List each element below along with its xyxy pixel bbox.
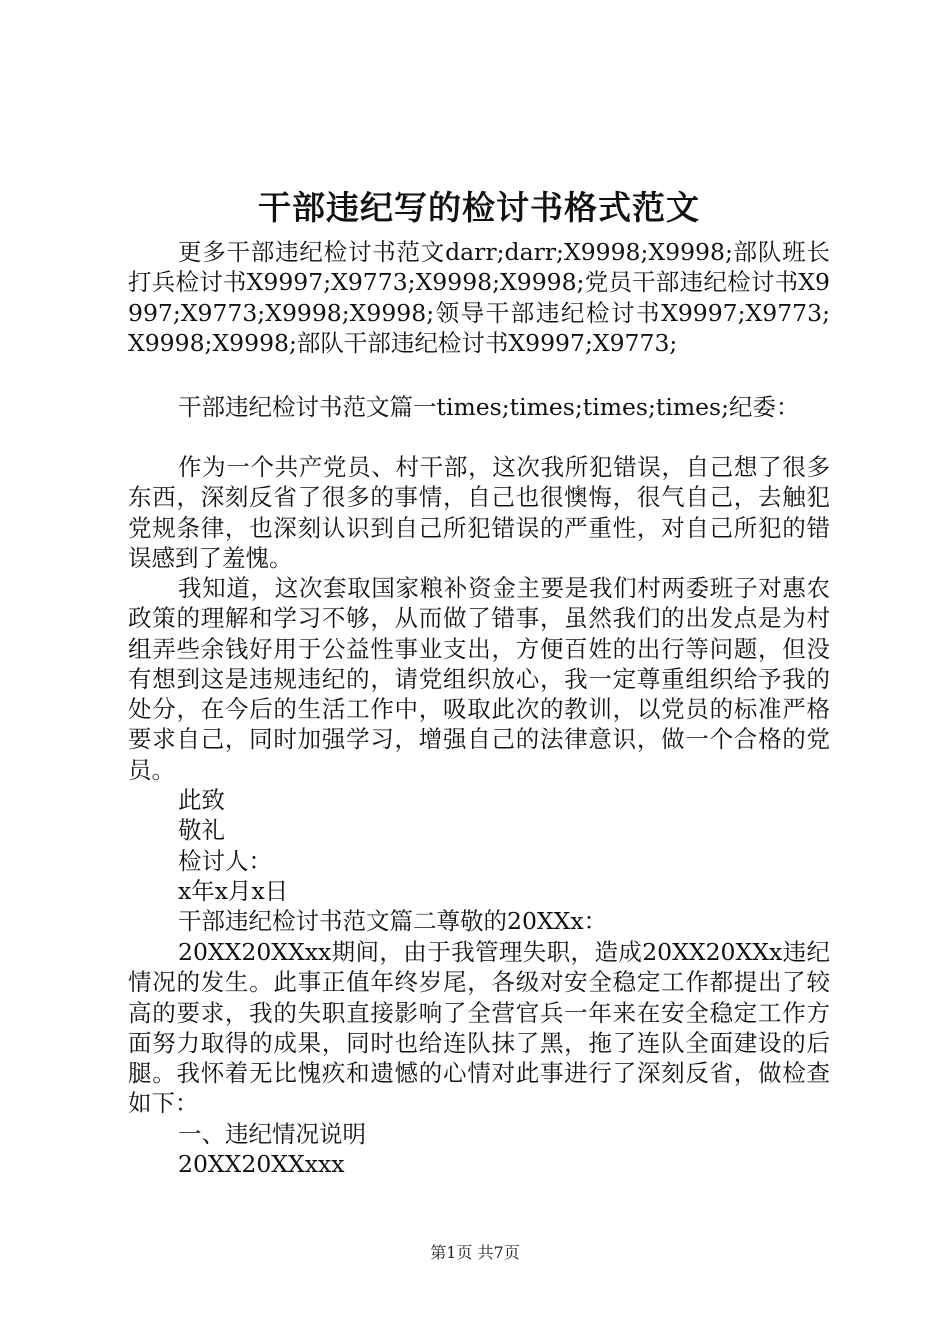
closing-greeting: 此致 — [178, 786, 225, 814]
section1-heading: 干部违纪检讨书范文篇一times;times;times;times;纪委： — [178, 393, 800, 421]
paragraph-3: 20XX20XXxx期间，由于我管理失职，造成20XX20XXx违纪情况的发生。此事正值年终岁尾，各级对安全稳定工作都提出了较高的要求，我的失职直接影响了全营官兵一年来在安全稳定工作方面努力取得的成果，同时也给连队抹了黑，拖了连队全面建设的后腿。我怀着无比愧疚和遗憾的心情对此事进行了深刻反省，做检查如下： — [128, 938, 830, 1118]
paragraph-2: 我知道，这次套取国家粮补资金主要是我们村两委班子对惠农政策的理解和学习不够，从而做了错事，虽然我们的出发点是为村组弄些余钱好用于公益性事业支出，方便百姓的出行等问题，但没有想到这是违规违纪的，请党组织放心，我一定尊重组织给予我的处分，在今后的生活工作中，吸取此次的教训，以党员的标准严格要求自己，同时加强学习，增强自己的法律意识，做一个合格的党员。 — [128, 574, 830, 784]
section2-heading: 干部违纪检讨书范文篇二尊敬的20XXx： — [178, 907, 608, 935]
intro-paragraph: 更多干部违纪检讨书范文darr;darr;X9998;X9998;部队班长打兵检讨书X9997;X9773;X9998;X9998;党员干部违纪检讨书X9997;X9773;X9998;X9998;领导干部违纪检讨书X9997;X9773;X9998;X9998;部队干部违纪检讨书X9997;X9773; — [128, 238, 830, 357]
subheading-1: 一、违纪情况说明 — [178, 1120, 366, 1148]
page-footer: 第1页 共7页 — [430, 1243, 520, 1262]
last-line: 20XX20XXxxx — [178, 1150, 345, 1178]
signature-date: x年x月x日 — [178, 877, 289, 905]
signer-label: 检讨人： — [178, 847, 272, 875]
paragraph-1: 作为一个共产党员、村干部，这次我所犯错误，自己想了很多东西，深刻反省了很多的事情，自己也很懊悔，很气自己，去触犯党规条律，也深刻认识到自己所犯错误的严重性，对自己所犯的错误感到了羞愧。 — [128, 453, 830, 572]
closing-salute: 敬礼 — [178, 816, 225, 844]
document-title: 干部违纪写的检讨书格式范文 — [258, 188, 700, 227]
document-page — [128, 0, 830, 1344]
